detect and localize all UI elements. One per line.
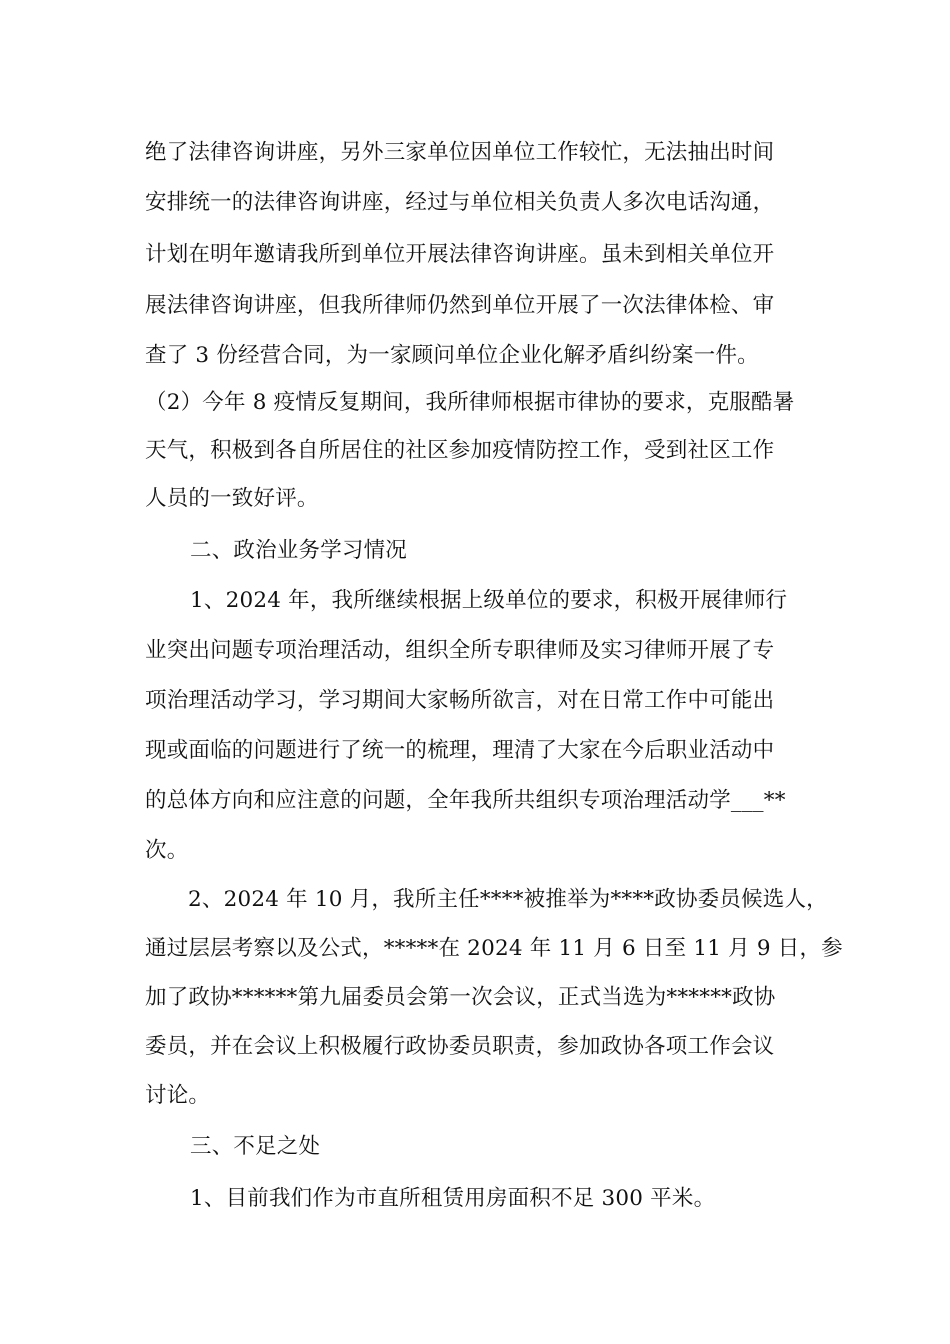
paragraph-line: 现或面临的问题进行了统一的梳理，理清了大家在今后职业活动中 bbox=[145, 738, 775, 763]
section-heading-3: 三、不足之处 bbox=[190, 1134, 321, 1159]
paragraph-line: 安排统一的法律咨询讲座，经过与单位相关负责人多次电话沟通， bbox=[145, 190, 775, 215]
paragraph-line: （2）今年 8 疫情反复期间，我所律师根据市律协的要求，克服酷暑 bbox=[145, 390, 795, 415]
paragraph-line: 人员的一致好评。 bbox=[145, 486, 319, 511]
section-heading-2: 二、政治业务学习情况 bbox=[190, 538, 408, 563]
paragraph-line: 天气，积极到各自所居住的社区参加疫情防控工作，受到社区工作 bbox=[145, 438, 775, 463]
paragraph-line: 2、2024 年 10 月，我所主任****被推举为****政协委员候选人， bbox=[188, 887, 828, 912]
paragraph-line: 展法律咨询讲座，但我所律师仍然到单位开展了一次法律体检、审 bbox=[145, 293, 775, 318]
paragraph-line: 通过层层考察以及公式，*****在 2024 年 11 月 6 日至 11 月 9 日，参 bbox=[145, 936, 843, 961]
paragraph-line: 绝了法律咨询讲座，另外三家单位因单位工作较忙，无法抽出时间 bbox=[145, 140, 775, 165]
paragraph-line: 次。 bbox=[145, 838, 189, 863]
paragraph-line: 查了 3 份经营合同，为一家顾问单位企业化解矛盾纠纷案一件。 bbox=[145, 343, 759, 368]
paragraph-line: 计划在明年邀请我所到单位开展法律咨询讲座。虽未到相关单位开 bbox=[145, 242, 775, 267]
paragraph-line: 项治理活动学习，学习期间大家畅所欲言，对在日常工作中可能出 bbox=[145, 688, 775, 713]
paragraph-line: 业突出问题专项治理活动，组织全所专职律师及实习律师开展了专 bbox=[145, 638, 775, 663]
paragraph-line: 委员，并在会议上积极履行政协委员职责，参加政协各项工作会议 bbox=[145, 1034, 775, 1059]
paragraph-line: 1、2024 年，我所继续根据上级单位的要求，积极开展律师行 bbox=[190, 588, 788, 613]
paragraph-line: 讨论。 bbox=[145, 1083, 211, 1108]
paragraph-line: 1、目前我们作为市直所租赁用房面积不足 300 平米。 bbox=[190, 1186, 716, 1211]
paragraph-line: 的总体方向和应注意的问题，全年我所共组织专项治理活动学___** bbox=[145, 788, 786, 813]
paragraph-line: 加了政协******第九届委员会第一次会议，正式当选为******政协 bbox=[145, 985, 776, 1010]
